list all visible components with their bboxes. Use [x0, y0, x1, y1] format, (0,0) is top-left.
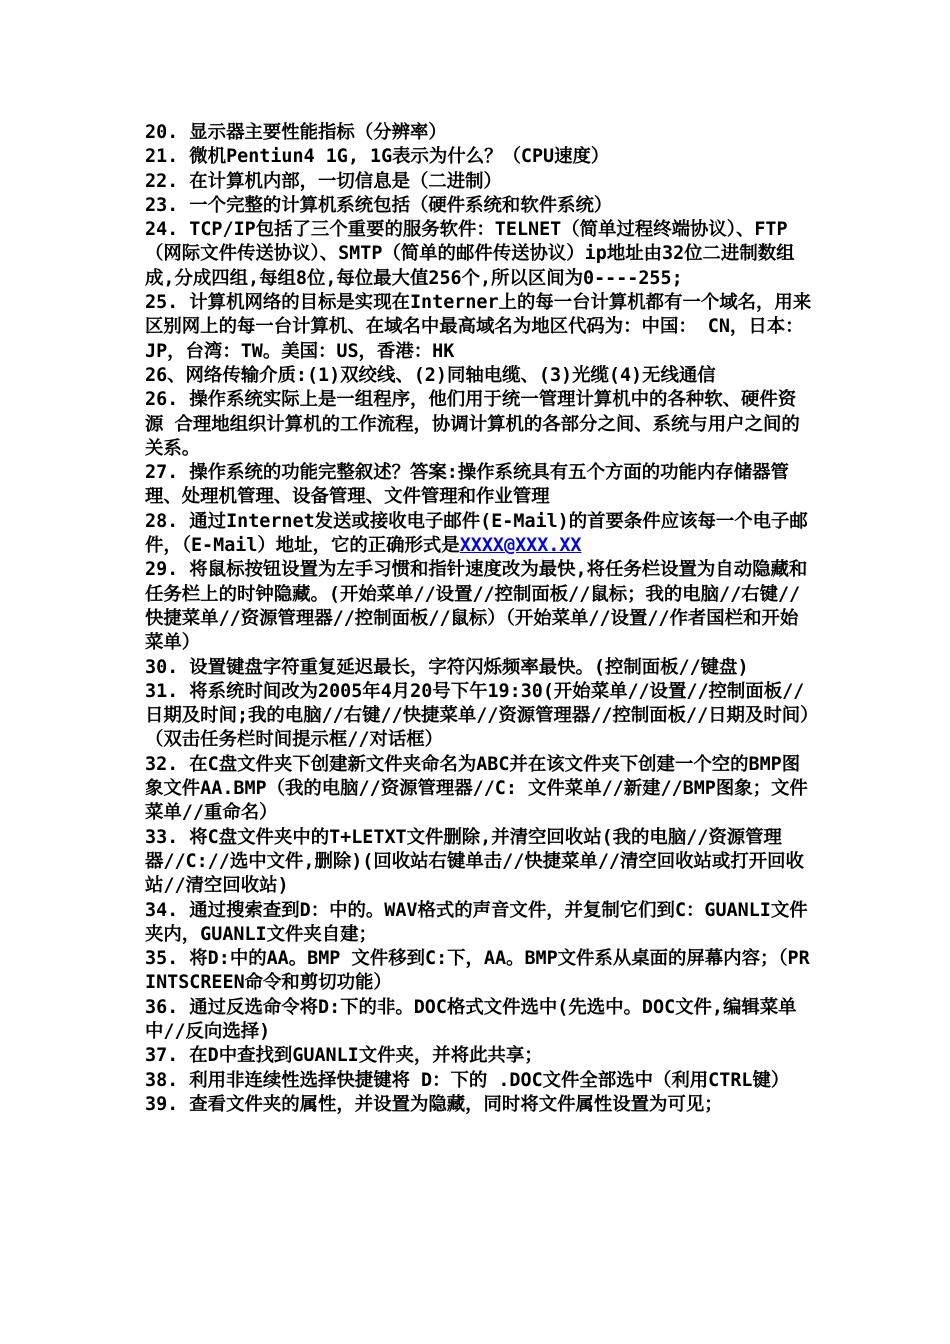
document-body [145, 121, 813, 1117]
item-28 [145, 510, 813, 559]
item-37: 37. 在D中查找到GUANLI文件夹，并将此共享； [145, 1045, 543, 1067]
item-34: 34. 通过搜索查到D：中的。WAV格式的声音文件，并复制它们到C：GUANLI文件夹内，GUANLI文件夹自建； [145, 899, 808, 945]
item-30: 30. 设置键盘字符重复延迟最长，字符闪烁频率最快。(控制面板//键盘) [145, 656, 749, 678]
item-26-operating-system: 26. 操作系统实际上是一组程序，他们用于统一管理计算机中的各种软、硬件资源 合理地组织计算机的工作流程，协调计算机的各部分之间、系统与用户之间的关系。 [145, 389, 800, 459]
item-36: 36. 通过反选命令将D:下的非。DOC格式文件选中(先选中。DOC文件,编辑菜单中//反向选择) [145, 996, 797, 1042]
item-27: 27. 操作系统的功能完整叙述？答案:操作系统具有五个方面的功能内存储器管理、处理机管理、设备管理、文件管理和作业管理 [145, 462, 789, 508]
item-33: 33. 将C盘文件夹中的T+LETXT文件删除,并清空回收站(我的电脑//资源管理器//C://选中文件,删除)(回收站右键单击//快捷菜单//清空回收站或打开回收站//清空回收站) [145, 826, 804, 897]
item-22: 22. 在计算机内部，一切信息是（二进制） [145, 170, 502, 192]
item-21: 21. 微机Pentiun4 1G, 1G表示为什么？（CPU速度） [145, 146, 610, 168]
item-31: 31. 将系统时间改为2005年4月20号下午19:30(开始菜单//设置//控制面板//日期及时间;我的电脑//右键//快捷菜单//资源管理器//控制面板//日期及时间）（双击任务栏时间提示框//对话框） [145, 680, 810, 751]
item-20: 20. 显示器主要性能指标（分辨率） [145, 122, 447, 143]
item-39: 39. 查看文件夹的属性，并设置为隐藏，同时将文件属性设置为可见； [145, 1093, 723, 1115]
item-29: 29. 将鼠标按钮设置为左手习惯和指针速度改为最快,将任务栏设置为自动隐藏和任务栏上的时钟隐藏。(开始菜单//设置//控制面板//鼠标；我的电脑//右键//快捷菜单//资源管理器//控制面板//鼠标）（开始菜单//设置//作者国栏和开始菜单） [145, 559, 808, 654]
item-28-text: 28. 通过Internet发送或接收电子邮件(E-Mail)的首要条件应该每一个电子邮件，（E-Mail）地址，它的正确形式是 [145, 510, 808, 557]
item-26-transmission-media: 26、网络传输介质:(1)双绞线、(2)同轴电缆、(3)光缆(4)无线通信 [145, 364, 716, 386]
item-25: 25. 计算机网络的目标是实现在Interner上的每一台计算机都有一个域名，用来区别网上的每一台计算机、在域名中最高域名为地区代码为：中国： CN，日本：JP，台湾：TW。美国：US，香港：HK [145, 292, 812, 362]
item-23: 23. 一个完整的计算机系统包括（硬件系统和软件系统） [145, 194, 613, 216]
item-38: 38. 利用非连续性选择快捷键将 D：下的 .DOC文件全部选中（利用CTRL键） [145, 1069, 790, 1091]
item-35: 35. 将D:中的AA。BMP 文件移到C:下，AA。BMP文件系从桌面的屏幕内容；（PRINTSCREEN命令和剪切功能） [145, 948, 810, 994]
item-24: 24. TCP/IP包括了三个重要的服务软件：TELNET（简单过程终端协议）、FTP（网际文件传送协议）、SMTP（简单的邮件传送协议）ip地址由32位二进制数组成,分成四组,每组8位,每位最大值256个,所以区间为0----255; [145, 219, 795, 289]
email-link[interactable]: XXXX@XXX.XX [459, 535, 582, 557]
item-32: 32. 在C盘文件夹下创建新文件夹命名为ABC并在该文件夹下创建一个空的BMP图象文件AA.BMP（我的电脑//资源管理器//C: 文件菜单//新建//BMP图象；文件菜单//重命名） [145, 753, 808, 824]
